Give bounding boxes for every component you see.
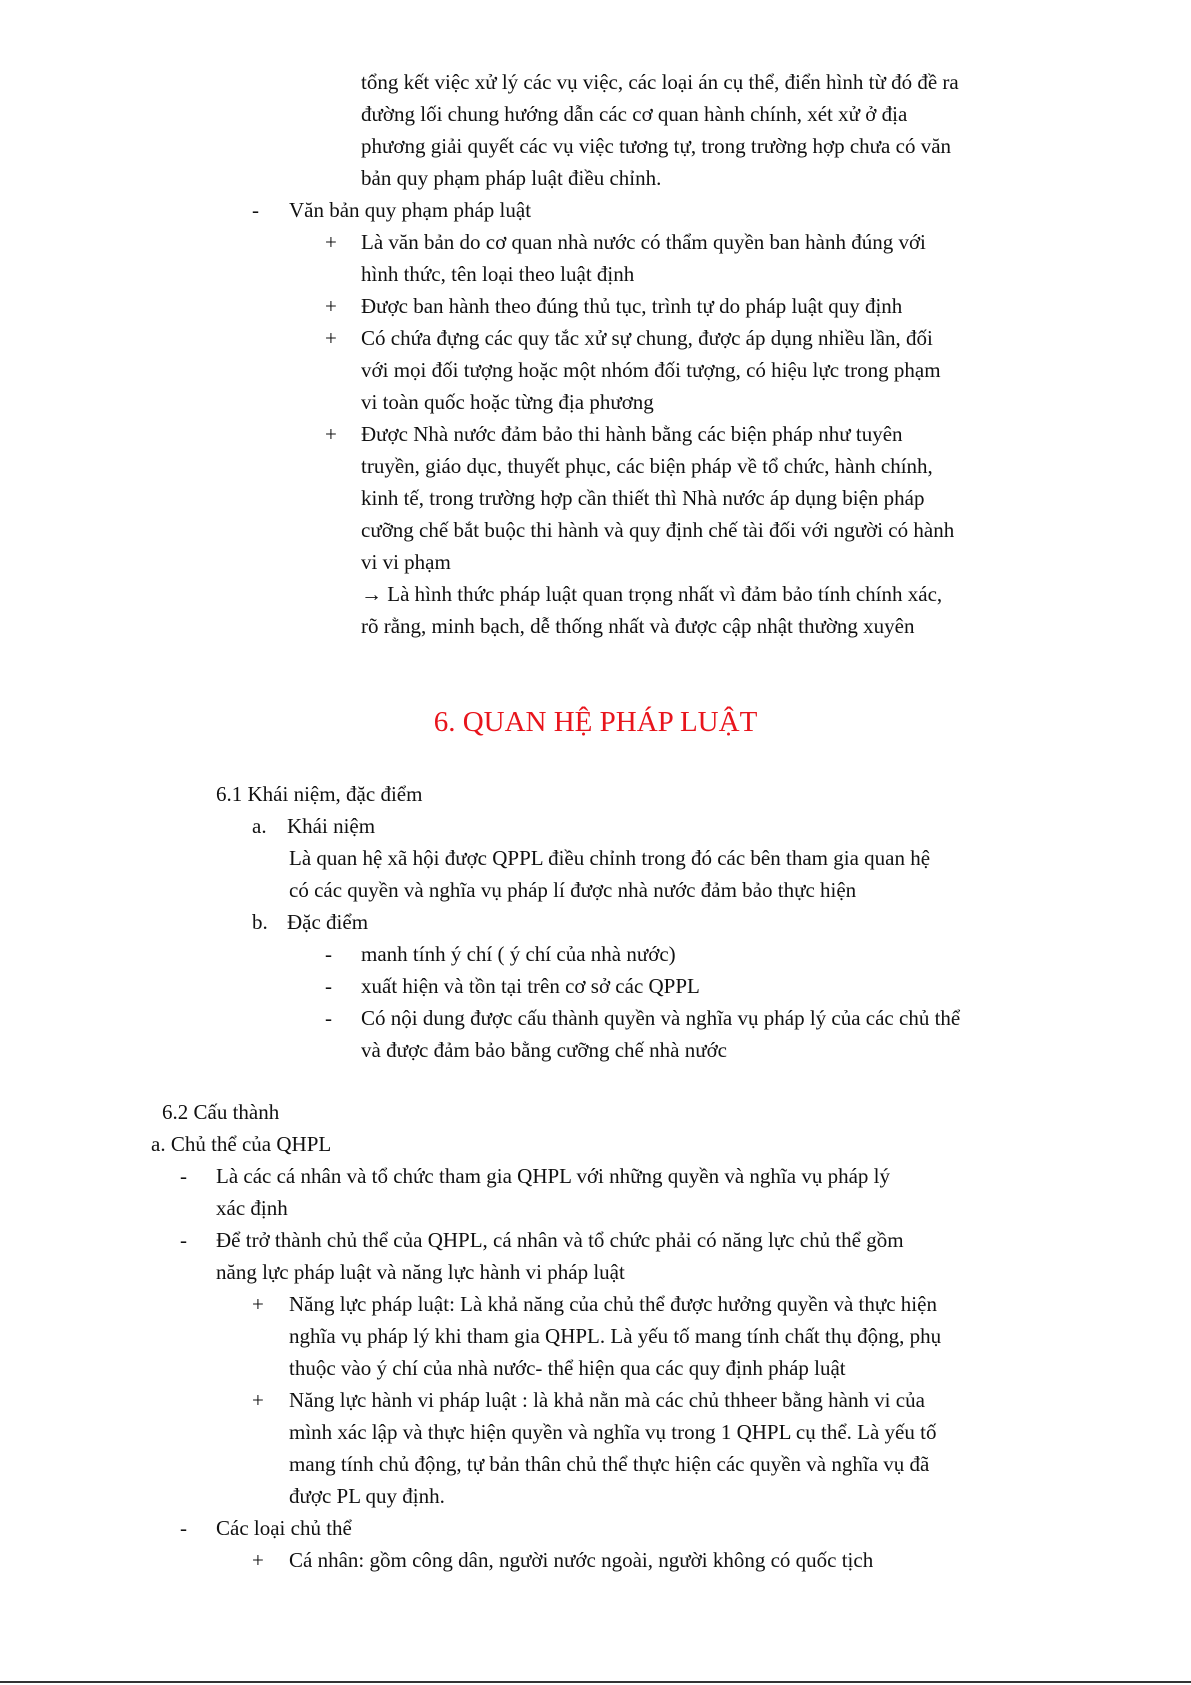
section-heading: 6. QUAN HỆ PHÁP LUẬT	[433, 706, 758, 738]
text-line: kinh tế, trong trường hợp cần thiết thì Nhà nước áp dụng biện pháp	[361, 486, 925, 510]
text-line: năng lực pháp luật và năng lực hành vi pháp luật	[216, 1260, 625, 1284]
text-line: → Là hình thức pháp luật quan trọng nhất vì đảm bảo tính chính xác,	[361, 582, 943, 606]
text-line: tổng kết việc xử lý các vụ việc, các loại án cụ thể, điển hình từ đó đề ra	[361, 70, 959, 94]
text-line: Năng lực pháp luật: Là khả năng của chủ thể được hưởng quyền và thực hiện	[289, 1292, 937, 1316]
text-line: mình xác lập và thực hiện quyền và nghĩa vụ trong 1 QHPL cụ thể. Là yếu tố	[289, 1420, 937, 1444]
text-line: rõ rằng, minh bạch, dễ thống nhất và được cập nhật thường xuyên	[361, 614, 915, 638]
text-line: Có chứa đựng các quy tắc xử sự chung, được áp dụng nhiều lần, đối	[361, 326, 933, 350]
list-item-title: Văn bản quy phạm pháp luật	[289, 198, 532, 222]
text-line: Cá nhân: gồm công dân, người nước ngoài, người không có quốc tịch	[289, 1548, 874, 1572]
text-line: Được Nhà nước đảm bảo thi hành bằng các biện pháp như tuyên	[361, 422, 903, 446]
plus-bullet: +	[325, 294, 337, 318]
item-title: Khái niệm	[287, 814, 376, 838]
text-line: manh tính ý chí ( ý chí của nhà nước)	[361, 942, 676, 966]
text-line: Là các cá nhân và tổ chức tham gia QHPL với những quyền và nghĩa vụ pháp lý	[216, 1164, 890, 1188]
dash-bullet: -	[325, 1006, 332, 1030]
alpha-marker: b.	[252, 910, 268, 934]
text-line: có các quyền và nghĩa vụ pháp lí được nhà nước đảm bảo thực hiện	[289, 878, 857, 902]
subsection-title: 6.2 Cấu thành	[162, 1100, 280, 1124]
text-line: và được đảm bảo bằng cưỡng chế nhà nước	[361, 1038, 728, 1062]
text-line: Là văn bản do cơ quan nhà nước có thẩm quyền ban hành đúng với	[361, 230, 926, 254]
page-bottom-rule	[0, 1681, 1191, 1683]
text-line: Được ban hành theo đúng thủ tục, trình tự do pháp luật quy định	[361, 294, 903, 318]
text-line: phương giải quyết các vụ việc tương tự, trong trường hợp chưa có văn	[361, 134, 952, 158]
plus-bullet: +	[325, 230, 337, 254]
text-line: truyền, giáo dục, thuyết phục, các biện pháp về tổ chức, hành chính,	[361, 454, 933, 478]
item-title: Các loại chủ thể	[216, 1516, 352, 1540]
text-line: thuộc vào ý chí của nhà nước- thể hiện qua các quy định pháp luật	[289, 1356, 846, 1380]
dash-bullet: -	[325, 942, 332, 966]
plus-bullet: +	[252, 1548, 264, 1572]
alpha-marker: a.	[252, 814, 267, 838]
plus-bullet: +	[252, 1388, 264, 1412]
dash-bullet: -	[252, 198, 259, 222]
text-line: Là quan hệ xã hội được QPPL điều chỉnh trong đó các bên tham gia quan hệ	[289, 846, 931, 870]
text-line: bản quy phạm pháp luật điều chỉnh.	[361, 166, 662, 190]
dash-bullet: -	[180, 1164, 187, 1188]
item-title: Đặc điểm	[287, 910, 369, 934]
text-line: vi vi phạm	[361, 550, 451, 574]
text-line: Có nội dung được cấu thành quyền và nghĩa vụ pháp lý của các chủ thể	[361, 1006, 961, 1030]
text-line: đường lối chung hướng dẫn các cơ quan hành chính, xét xử ở địa	[361, 102, 908, 126]
text-line: vi toàn quốc hoặc từng địa phương	[361, 390, 654, 414]
dash-bullet: -	[180, 1516, 187, 1540]
text-line: mang tính chủ động, tự bản thân chủ thể thực hiện các quyền và nghĩa vụ đã	[289, 1452, 930, 1476]
text-line: xuất hiện và tồn tại trên cơ sở các QPPL	[361, 974, 700, 998]
plus-bullet: +	[325, 326, 337, 350]
subsection-title: 6.1 Khái niệm, đặc điểm	[216, 782, 423, 806]
text-line: cưỡng chế bắt buộc thi hành và quy định chế tài đối với người có hành	[361, 518, 955, 542]
text-line: hình thức, tên loại theo luật định	[361, 262, 635, 286]
text-line: Để trở thành chủ thể của QHPL, cá nhân và tổ chức phải có năng lực chủ thể gồm	[216, 1228, 904, 1252]
dash-bullet: -	[180, 1228, 187, 1252]
dash-bullet: -	[325, 974, 332, 998]
text-line: được PL quy định.	[289, 1484, 445, 1508]
text-line: với mọi đối tượng hoặc một nhóm đối tượng, có hiệu lực trong phạm	[361, 358, 941, 382]
text-line: Năng lực hành vi pháp luật : là khả nằn mà các chủ thheer bằng hành vi của	[289, 1388, 925, 1412]
text-line: xác định	[216, 1196, 288, 1220]
text-line: nghĩa vụ pháp lý khi tham gia QHPL. Là yếu tố mang tính chất thụ động, phụ	[289, 1324, 942, 1348]
plus-bullet: +	[252, 1292, 264, 1316]
item-title: a. Chủ thể của QHPL	[151, 1132, 332, 1156]
plus-bullet: +	[325, 422, 337, 446]
